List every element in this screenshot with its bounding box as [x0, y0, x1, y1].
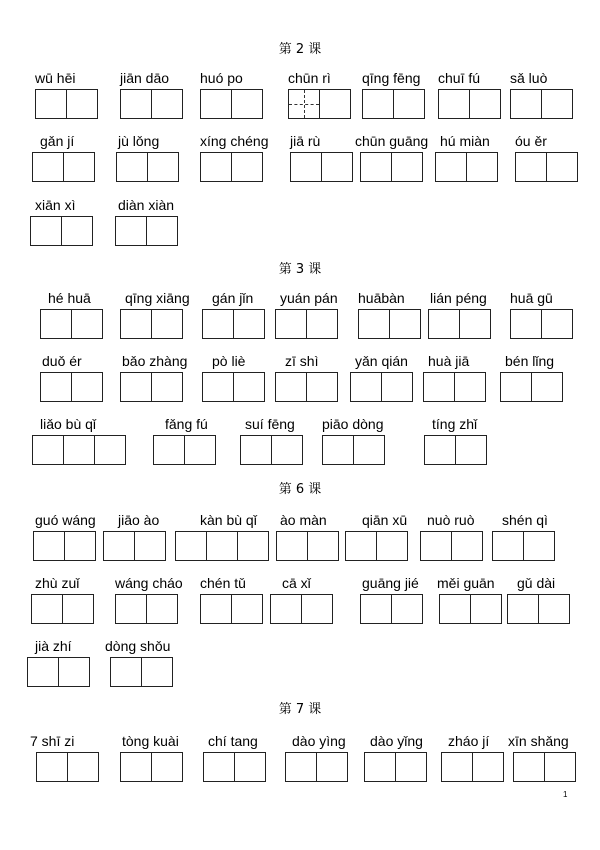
character-box[interactable]: [451, 531, 483, 561]
pinyin-label: ào màn: [280, 512, 327, 528]
character-box[interactable]: [200, 152, 232, 182]
pinyin-label: zī shì: [285, 353, 319, 369]
writing-boxes: [200, 152, 263, 182]
writing-boxes: [153, 435, 216, 465]
character-box[interactable]: [510, 309, 542, 339]
writing-boxes: [270, 594, 333, 624]
character-box[interactable]: [58, 657, 90, 687]
character-box[interactable]: [184, 435, 216, 465]
character-box[interactable]: [231, 594, 263, 624]
character-box[interactable]: [151, 372, 183, 402]
writing-boxes: [240, 435, 303, 465]
pinyin-label: huà jiā: [428, 353, 470, 369]
page-number: 1: [563, 790, 568, 799]
pinyin-label: xíng chéng: [200, 133, 269, 149]
pinyin-label: chūn rì: [288, 70, 331, 86]
writing-boxes: [33, 531, 96, 561]
character-box[interactable]: [63, 435, 95, 465]
writing-boxes: [438, 89, 501, 119]
pinyin-label: kàn bù qǐ: [200, 512, 257, 528]
character-box[interactable]: [27, 657, 59, 687]
pinyin-label: duǒ ér: [42, 353, 82, 369]
character-box[interactable]: [30, 216, 62, 246]
character-box[interactable]: [120, 372, 152, 402]
pinyin-label: jiān dāo: [120, 70, 170, 86]
character-box[interactable]: [345, 531, 377, 561]
writing-boxes: [358, 309, 421, 339]
character-box[interactable]: [350, 372, 382, 402]
writing-boxes: [30, 216, 93, 246]
lesson-title: 第 2 课: [278, 42, 322, 57]
character-box[interactable]: [141, 657, 173, 687]
writing-boxes: [441, 752, 504, 782]
character-box[interactable]: [420, 531, 452, 561]
character-box[interactable]: [500, 372, 532, 402]
pinyin-label: qīng xiāng: [125, 290, 190, 306]
character-box[interactable]: [531, 372, 563, 402]
character-box[interactable]: [322, 435, 354, 465]
writing-boxes: [322, 435, 385, 465]
character-box[interactable]: [306, 372, 338, 402]
character-box[interactable]: [115, 216, 147, 246]
character-box[interactable]: [541, 89, 573, 119]
writing-boxes: [115, 594, 178, 624]
writing-boxes: [120, 372, 183, 402]
character-box[interactable]: [288, 89, 320, 119]
character-box[interactable]: [472, 752, 504, 782]
writing-boxes: [275, 309, 338, 339]
character-box[interactable]: [233, 372, 265, 402]
pinyin-label: chí tang: [208, 733, 258, 749]
pinyin-label: shén qì: [502, 512, 548, 528]
character-box[interactable]: [285, 752, 317, 782]
writing-boxes: [36, 752, 99, 782]
writing-boxes: [500, 372, 563, 402]
character-box[interactable]: [147, 152, 179, 182]
character-box[interactable]: [470, 594, 502, 624]
writing-boxes: [203, 752, 266, 782]
character-box[interactable]: [538, 594, 570, 624]
character-box[interactable]: [146, 216, 178, 246]
character-box[interactable]: [541, 309, 573, 339]
character-box[interactable]: [237, 531, 269, 561]
pinyin-label: xiān xì: [35, 197, 76, 213]
character-box[interactable]: [276, 531, 308, 561]
pinyin-label: gǔ dài: [517, 575, 556, 591]
lesson-title: 第 6 课: [278, 482, 322, 497]
pinyin-label: yuán pán: [280, 290, 338, 306]
character-box[interactable]: [153, 435, 185, 465]
pinyin-label: gán jǐn: [212, 290, 254, 306]
character-box[interactable]: [67, 752, 99, 782]
pinyin-label: chūn guāng: [355, 133, 429, 149]
pinyin-label: tíng zhǐ: [432, 416, 478, 432]
pinyin-label: hé huā: [48, 290, 91, 306]
writing-boxes: [27, 657, 90, 687]
lesson-title: 第 3 课: [278, 262, 322, 277]
writing-boxes: [32, 435, 126, 465]
pinyin-label: sǎ luò: [510, 70, 548, 86]
writing-boxes: [32, 152, 95, 182]
writing-boxes: [202, 372, 265, 402]
character-box[interactable]: [151, 752, 183, 782]
character-box[interactable]: [424, 435, 456, 465]
pinyin-label: měi guān: [437, 575, 495, 591]
pinyin-label: liǎo bù qǐ: [40, 416, 97, 432]
character-box[interactable]: [307, 531, 339, 561]
character-box[interactable]: [120, 752, 152, 782]
character-box[interactable]: [66, 89, 98, 119]
writing-boxes: [202, 309, 265, 339]
character-box[interactable]: [395, 752, 427, 782]
writing-boxes: [507, 594, 570, 624]
character-box[interactable]: [459, 309, 491, 339]
character-box[interactable]: [360, 594, 392, 624]
pinyin-label: dào yǐng: [370, 733, 423, 749]
writing-boxes: [40, 372, 103, 402]
character-box[interactable]: [151, 309, 183, 339]
character-box[interactable]: [200, 89, 232, 119]
character-box[interactable]: [64, 531, 96, 561]
pinyin-label: guó wáng: [35, 512, 96, 528]
writing-boxes: [510, 89, 573, 119]
writing-boxes: [200, 594, 263, 624]
character-box[interactable]: [71, 309, 103, 339]
character-box[interactable]: [233, 309, 265, 339]
character-box[interactable]: [62, 594, 94, 624]
pinyin-label: jià zhí: [35, 638, 72, 654]
character-box[interactable]: [358, 309, 390, 339]
writing-boxes: [435, 152, 498, 182]
character-box[interactable]: [202, 372, 234, 402]
writing-boxes: [492, 531, 555, 561]
writing-boxes: [275, 372, 338, 402]
pinyin-label: zháo jí: [448, 733, 490, 749]
character-box[interactable]: [275, 372, 307, 402]
pinyin-label: óu ěr: [515, 133, 547, 149]
writing-boxes: [420, 531, 483, 561]
writing-boxes: [120, 752, 183, 782]
character-box[interactable]: [116, 152, 148, 182]
writing-boxes: [116, 152, 179, 182]
character-box[interactable]: [466, 152, 498, 182]
pinyin-label: gǎn jí: [40, 133, 75, 149]
pinyin-label: cā xǐ: [282, 575, 311, 591]
character-box[interactable]: [360, 152, 392, 182]
character-box[interactable]: [63, 152, 95, 182]
writing-boxes: [515, 152, 578, 182]
character-box[interactable]: [455, 435, 487, 465]
character-box[interactable]: [544, 752, 576, 782]
pinyin-label: bǎo zhàng: [122, 353, 188, 369]
pinyin-label: chuī fú: [438, 70, 481, 86]
pinyin-label: tòng kuài: [122, 733, 179, 749]
pinyin-label: lián péng: [430, 290, 487, 306]
pinyin-label: wū hēi: [35, 70, 76, 86]
writing-boxes: [276, 531, 339, 561]
writing-boxes: [345, 531, 408, 561]
character-box[interactable]: [231, 152, 263, 182]
character-box[interactable]: [381, 372, 413, 402]
character-box[interactable]: [203, 752, 235, 782]
pinyin-label: hú miàn: [440, 133, 490, 149]
character-box[interactable]: [319, 89, 351, 119]
character-box[interactable]: [306, 309, 338, 339]
character-box[interactable]: [202, 309, 234, 339]
writing-boxes: [424, 435, 487, 465]
pinyin-label: huā gū: [510, 290, 553, 306]
character-box[interactable]: [515, 152, 547, 182]
character-box[interactable]: [36, 752, 68, 782]
character-box[interactable]: [271, 435, 303, 465]
lesson-title: 第 7 课: [278, 702, 322, 717]
character-box[interactable]: [270, 594, 302, 624]
character-box[interactable]: [353, 435, 385, 465]
character-box[interactable]: [469, 89, 501, 119]
character-box[interactable]: [454, 372, 486, 402]
writing-boxes: [288, 89, 351, 119]
pinyin-label: suí fēng: [245, 416, 295, 432]
character-box[interactable]: [389, 309, 421, 339]
character-box[interactable]: [32, 152, 64, 182]
character-box[interactable]: [200, 594, 232, 624]
writing-boxes: [40, 309, 103, 339]
writing-boxes: [285, 752, 348, 782]
writing-boxes: [110, 657, 173, 687]
pinyin-label: xīn shǎng: [508, 733, 569, 749]
character-box[interactable]: [110, 657, 142, 687]
pinyin-label: wáng cháo: [115, 575, 183, 591]
character-box[interactable]: [240, 435, 272, 465]
pinyin-label: bén lǐng: [505, 353, 555, 369]
character-box[interactable]: [507, 594, 539, 624]
character-box[interactable]: [134, 531, 166, 561]
character-box[interactable]: [146, 594, 178, 624]
pinyin-label: nuò ruò: [427, 512, 475, 528]
character-box[interactable]: [428, 309, 460, 339]
pinyin-label: jiāo ào: [118, 512, 160, 528]
writing-boxes: [439, 594, 502, 624]
pinyin-label: diàn xiàn: [118, 197, 175, 213]
pinyin-label: guāng jié: [362, 575, 419, 591]
character-box[interactable]: [71, 372, 103, 402]
pinyin-label: zhù zuǐ: [35, 575, 80, 591]
character-box[interactable]: [393, 89, 425, 119]
character-box[interactable]: [40, 309, 72, 339]
character-box[interactable]: [151, 89, 183, 119]
character-box[interactable]: [391, 152, 423, 182]
character-box[interactable]: [115, 594, 147, 624]
character-box[interactable]: [423, 372, 455, 402]
character-box[interactable]: [32, 435, 64, 465]
writing-boxes: [115, 216, 178, 246]
character-box[interactable]: [40, 372, 72, 402]
character-box[interactable]: [61, 216, 93, 246]
pinyin-label: dào yìng: [292, 733, 346, 749]
character-box[interactable]: [546, 152, 578, 182]
pinyin-label: piāo dòng: [322, 416, 384, 432]
pinyin-label: yǎn qián: [355, 353, 408, 369]
character-box[interactable]: [31, 594, 63, 624]
character-box[interactable]: [231, 89, 263, 119]
writing-boxes: [423, 372, 486, 402]
character-box[interactable]: [364, 752, 396, 782]
character-box[interactable]: [103, 531, 135, 561]
writing-boxes: [360, 152, 423, 182]
character-box[interactable]: [94, 435, 126, 465]
writing-boxes: [350, 372, 413, 402]
writing-boxes: [290, 152, 353, 182]
writing-boxes: [200, 89, 263, 119]
character-box[interactable]: [206, 531, 238, 561]
pinyin-label: dòng shǒu: [105, 638, 171, 654]
pinyin-label: qīng fēng: [362, 70, 421, 86]
pinyin-label: jù lǒng: [118, 133, 160, 149]
pinyin-label: chén tǔ: [200, 575, 246, 591]
writing-boxes: [362, 89, 425, 119]
character-box[interactable]: [513, 752, 545, 782]
character-box[interactable]: [35, 89, 67, 119]
writing-boxes: [510, 309, 573, 339]
character-box[interactable]: [391, 594, 423, 624]
character-box[interactable]: [376, 531, 408, 561]
character-box[interactable]: [290, 152, 322, 182]
character-box[interactable]: [492, 531, 524, 561]
character-box[interactable]: [33, 531, 65, 561]
character-box[interactable]: [439, 594, 471, 624]
writing-boxes: [120, 309, 183, 339]
character-box[interactable]: [234, 752, 266, 782]
pinyin-label: jiā rù: [290, 133, 321, 149]
character-box[interactable]: [175, 531, 207, 561]
character-box[interactable]: [435, 152, 467, 182]
character-box[interactable]: [316, 752, 348, 782]
writing-boxes: [35, 89, 98, 119]
writing-boxes: [103, 531, 166, 561]
pinyin-label: pò liè: [212, 353, 246, 369]
writing-boxes: [360, 594, 423, 624]
character-box[interactable]: [120, 309, 152, 339]
writing-boxes: [175, 531, 269, 561]
character-box[interactable]: [301, 594, 333, 624]
character-box[interactable]: [362, 89, 394, 119]
writing-boxes: [31, 594, 94, 624]
pinyin-label: 7 shī zi: [30, 733, 75, 749]
character-box[interactable]: [120, 89, 152, 119]
writing-boxes: [364, 752, 427, 782]
pinyin-label: huó po: [200, 70, 243, 86]
pinyin-label: huābàn: [358, 290, 405, 306]
character-box[interactable]: [321, 152, 353, 182]
writing-boxes: [513, 752, 576, 782]
character-box[interactable]: [510, 89, 542, 119]
writing-boxes: [428, 309, 491, 339]
pinyin-label: qiān xū: [362, 512, 408, 528]
pinyin-label: fǎng fú: [165, 416, 208, 432]
character-box[interactable]: [523, 531, 555, 561]
character-box[interactable]: [275, 309, 307, 339]
character-box[interactable]: [441, 752, 473, 782]
writing-boxes: [120, 89, 183, 119]
character-box[interactable]: [438, 89, 470, 119]
